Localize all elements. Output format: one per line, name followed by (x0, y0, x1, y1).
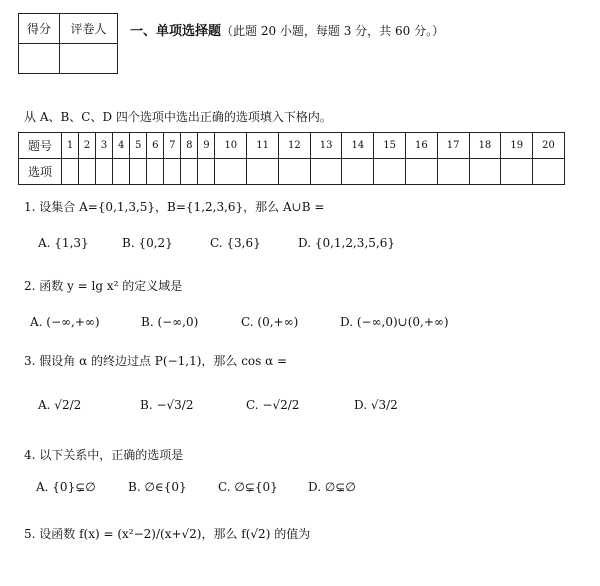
answer-cell[interactable] (437, 159, 469, 185)
question-number-cell: 7 (164, 133, 181, 159)
answer-cell[interactable] (79, 159, 96, 185)
question-5-stem: 5. 设函数 f(x) = (x²−2)/(x+√2)，那么 f(√2) 的值为 (24, 527, 311, 541)
question-number-cell: 20 (533, 133, 565, 159)
answer-cell[interactable] (501, 159, 533, 185)
q1-option-c: C. {3,6} (210, 236, 261, 250)
question-4-stem: 4. 以下关系中，正确的选项是 (24, 448, 184, 462)
section-heading (130, 20, 444, 39)
question-number-cell: 2 (79, 133, 96, 159)
q1-option-d: D. {0,1,2,3,5,6} (298, 236, 395, 250)
score-label: 得分 (19, 14, 60, 44)
answer-cell[interactable] (278, 159, 310, 185)
q3-option-d: D. √3/2 (354, 398, 398, 412)
question-1-stem: 1. 设集合 A={0,1,3,5}，B={1,2,3,6}，那么 A∪B = (24, 200, 325, 214)
answer-cell[interactable] (96, 159, 113, 185)
question-3-stem: 3. 假设角 α 的终边过点 P(−1,1)，那么 cos α = (24, 354, 288, 368)
question-number-cell: 6 (147, 133, 164, 159)
answer-cell[interactable] (406, 159, 438, 185)
answer-cell[interactable] (147, 159, 164, 185)
question-number-cell: 9 (198, 133, 215, 159)
question-number-cell: 18 (469, 133, 501, 159)
question-number-cell: 14 (342, 133, 374, 159)
answer-cell[interactable] (164, 159, 181, 185)
answer-cell[interactable] (130, 159, 147, 185)
section-note: （此题 20 小题，每题 3 分，共 60 分。） (221, 24, 445, 38)
question-number-cell: 4 (113, 133, 130, 159)
question-number-cell: 12 (278, 133, 310, 159)
answer-cell[interactable] (113, 159, 130, 185)
reviewer-cell[interactable] (60, 44, 118, 74)
question-number-cell: 17 (437, 133, 469, 159)
q2-option-b: B. (−∞,0) (141, 315, 199, 329)
q4-option-b: B. ∅∈{0} (128, 480, 187, 494)
answer-cell[interactable] (215, 159, 247, 185)
section-title: 一、单项选择题 (130, 24, 222, 39)
score-cell[interactable] (19, 44, 60, 74)
q2-option-d: D. (−∞,0)∪(0,+∞) (340, 315, 449, 329)
q2-option-c: C. (0,+∞) (241, 315, 299, 329)
score-box (18, 13, 118, 74)
answer-cell[interactable] (181, 159, 198, 185)
answer-cell[interactable] (310, 159, 342, 185)
answer-grid (18, 132, 565, 185)
q3-option-c: C. −√2/2 (246, 398, 300, 412)
q3-option-b: B. −√3/2 (140, 398, 194, 412)
question-number-cell: 19 (501, 133, 533, 159)
q1-option-a: A. {1,3} (38, 236, 89, 250)
q2-option-a: A. (−∞,+∞) (30, 315, 100, 329)
q4-option-c: C. ∅⊊{0} (218, 480, 278, 494)
reviewer-label: 评卷人 (60, 14, 118, 44)
row-label-option: 选项 (19, 159, 62, 185)
answer-cell[interactable] (469, 159, 501, 185)
q3-option-a: A. √2/2 (38, 398, 82, 412)
q4-option-a: A. {0}⊊∅ (36, 480, 96, 494)
question-number-cell: 3 (96, 133, 113, 159)
answer-cell[interactable] (198, 159, 215, 185)
answer-cell[interactable] (533, 159, 565, 185)
answer-cell[interactable] (62, 159, 79, 185)
question-number-cell: 13 (310, 133, 342, 159)
question-number-cell: 10 (215, 133, 247, 159)
q1-option-b: B. {0,2} (122, 236, 173, 250)
question-number-cell: 8 (181, 133, 198, 159)
question-number-cell: 11 (247, 133, 279, 159)
answer-cell[interactable] (374, 159, 406, 185)
question-number-cell: 16 (406, 133, 438, 159)
q4-option-d: D. ∅⊊∅ (308, 480, 356, 494)
question-2-stem: 2. 函数 y = lg x² 的定义域是 (24, 279, 183, 293)
answer-cell[interactable] (342, 159, 374, 185)
answer-cell[interactable] (247, 159, 279, 185)
row-label-number: 题号 (19, 133, 62, 159)
instruction: 从 A、B、C、D 四个选项中选出正确的选项填入下格内。 (24, 110, 332, 124)
question-number-cell: 5 (130, 133, 147, 159)
question-number-cell: 15 (374, 133, 406, 159)
question-number-cell: 1 (62, 133, 79, 159)
